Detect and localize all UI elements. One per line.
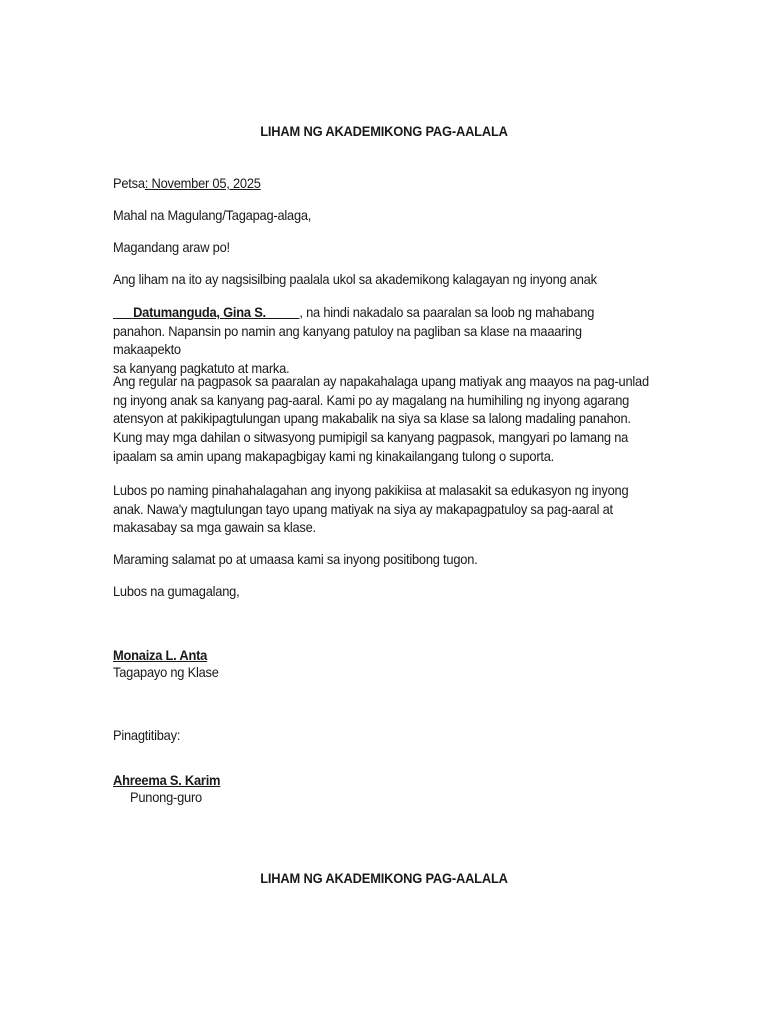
paragraph-line: makasabay sa mga gawain sa klase. <box>113 519 316 536</box>
intro-line: Ang liham na ito ay nagsisilbing paalala ukol sa akademikong kalagayan ng inyong anak <box>113 271 597 287</box>
paragraph-line: Ang regular na pagpasok sa paaralan ay napakahalaga upang matiyak ang maayos na pag-unlad <box>113 373 649 389</box>
thanks-line: Maraming salamat po at umaasa kami sa inyong positibong tugon. <box>113 551 478 567</box>
attendance-paragraph <box>113 372 651 466</box>
paragraph-line: Lubos po naming pinahahalagahan ang inyong pakikiisa at malasakit sa edukasyon ng inyong <box>113 482 629 498</box>
student-rest-2: panahon. Napansin po namin ang kanyang patuloy na pagliban sa klase na maaaring makaapekto <box>113 322 582 358</box>
adviser-name: Monaiza L. Anta <box>113 647 208 663</box>
greeting: Magandang araw po! <box>113 239 230 255</box>
adviser-role: Tagapayo ng Klase <box>113 664 219 680</box>
student-name: Datumanguda, Gina S. <box>133 304 266 320</box>
date-label: Petsa <box>113 175 145 191</box>
letter-title-repeat: LIHAM NG AKADEMIKONG PAG-AALALA <box>260 870 508 886</box>
letter-title: LIHAM NG AKADEMIKONG PAG-AALALA <box>260 123 508 139</box>
date-value: : November 05, 2025 <box>144 175 261 191</box>
paragraph-line: ng inyong anak sa kanyang pag-aaral. Kami po ay magalang na humihiling ng inyong agarang <box>113 391 630 408</box>
paragraph-line: Kung may mga dahilan o sitwasyong pumipigil sa kanyang pagpasok, mangyari po lamang na <box>113 429 629 446</box>
student-rest-3: sa kanyang pagkatuto at marka. <box>113 360 290 377</box>
appreciation-paragraph <box>113 481 651 537</box>
paragraph-line: atensyon at pakikipagtulungan upang makabalik na siya sa klase sa lalong madaling panahon. <box>113 410 631 427</box>
principal-role: Punong-guro <box>130 789 202 805</box>
principal-name: Ahreema S. Karim <box>113 772 221 788</box>
student-paragraph <box>113 303 651 378</box>
student-rest-1: , na hindi nakadalo sa paaralan sa loob ng mahabang <box>299 304 595 320</box>
student-name-blank <box>113 304 299 320</box>
paragraph-line: anak. Nawa'y magtulungan tayo upang matiyak na siya ay makapagpatuloy sa pag-aaral at <box>113 500 613 517</box>
paragraph-line: ipaalam sa amin upang makapagbigay kami ng kinakailangang tulong o suporta. <box>113 447 555 464</box>
closing-line: Lubos na gumagalang, <box>113 583 240 599</box>
date-line <box>113 175 261 191</box>
salutation: Mahal na Magulang/Tagapag-alaga, <box>113 207 312 223</box>
approved-label: Pinagtitibay: <box>113 727 181 743</box>
